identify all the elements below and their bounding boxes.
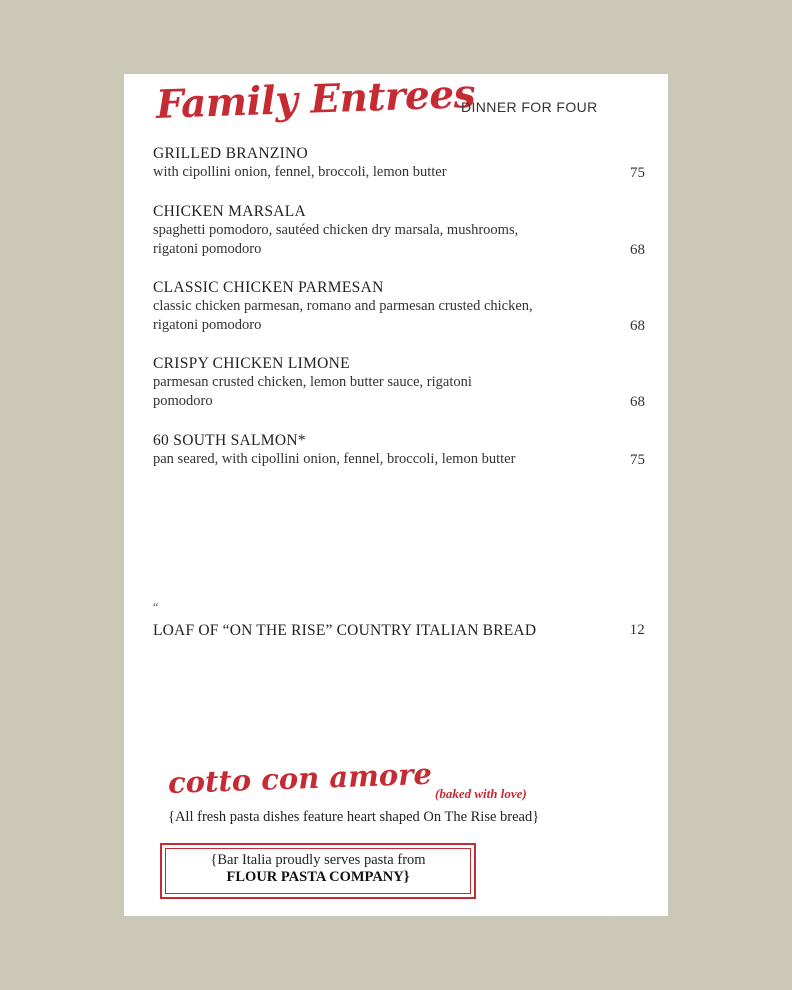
menu-item-price: 68 [630, 394, 645, 410]
menu-item-name: CHICKEN MARSALA [153, 203, 307, 220]
menu-item-name: CLASSIC CHICKEN PARMESAN [153, 279, 384, 296]
script-subheading: (baked with love) [435, 786, 527, 801]
menu-item-price: 68 [630, 318, 645, 334]
watermark-logo: menupix [560, 898, 638, 918]
menu-item-name: CRISPY CHICKEN LIMONE [153, 355, 350, 372]
menu-card [124, 70, 668, 916]
menu-item [153, 144, 645, 182]
menu-item [153, 431, 645, 469]
menu-item [153, 202, 645, 259]
bread-item [153, 622, 645, 640]
supplier-box [160, 843, 476, 899]
supplier-line-1: {Bar Italia proudly serves pasta from [210, 852, 426, 868]
bread-note: {All fresh pasta dishes feature heart shaped On The Rise bread} [168, 809, 540, 825]
supplier-line-2: FLOUR PASTA COMPANY} [226, 869, 410, 885]
stray-quote-mark: “ [153, 600, 159, 614]
menu-item-description: parmesan crusted chicken, lemon butter sauce, rigatoni pomodoro [153, 374, 472, 409]
menu-item-price: 75 [630, 165, 645, 181]
menu-item [153, 354, 645, 411]
menu-item-description: classic chicken parmesan, romano and parmesan crusted chicken, rigatoni pomodoro [153, 298, 533, 333]
page-title: Family Entrees [155, 70, 476, 128]
menu-item-name: GRILLED BRANZINO [153, 145, 309, 162]
bread-item-price: 12 [629, 622, 645, 638]
menu-item [153, 278, 645, 335]
menu-item-description: spaghetti pomodoro, sautéed chicken dry marsala, mushrooms, rigatoni pomodoro [153, 222, 519, 257]
menu-item-description: pan seared, with cipollini onion, fennel, broccoli, lemon butter [153, 451, 516, 467]
menu-item-price: 75 [630, 452, 645, 468]
page-subtitle: DINNER FOR FOUR [461, 99, 598, 115]
menu-item-price: 68 [630, 242, 645, 258]
menu-item-description: with cipollini onion, fennel, broccoli, lemon butter [153, 164, 447, 180]
bread-item-name: LOAF OF “ON THE RISE” COUNTRY ITALIAN BREAD [153, 622, 537, 639]
menu-item-name: 60 SOUTH SALMON* [153, 432, 306, 449]
script-heading: cotto con amore [167, 756, 433, 800]
